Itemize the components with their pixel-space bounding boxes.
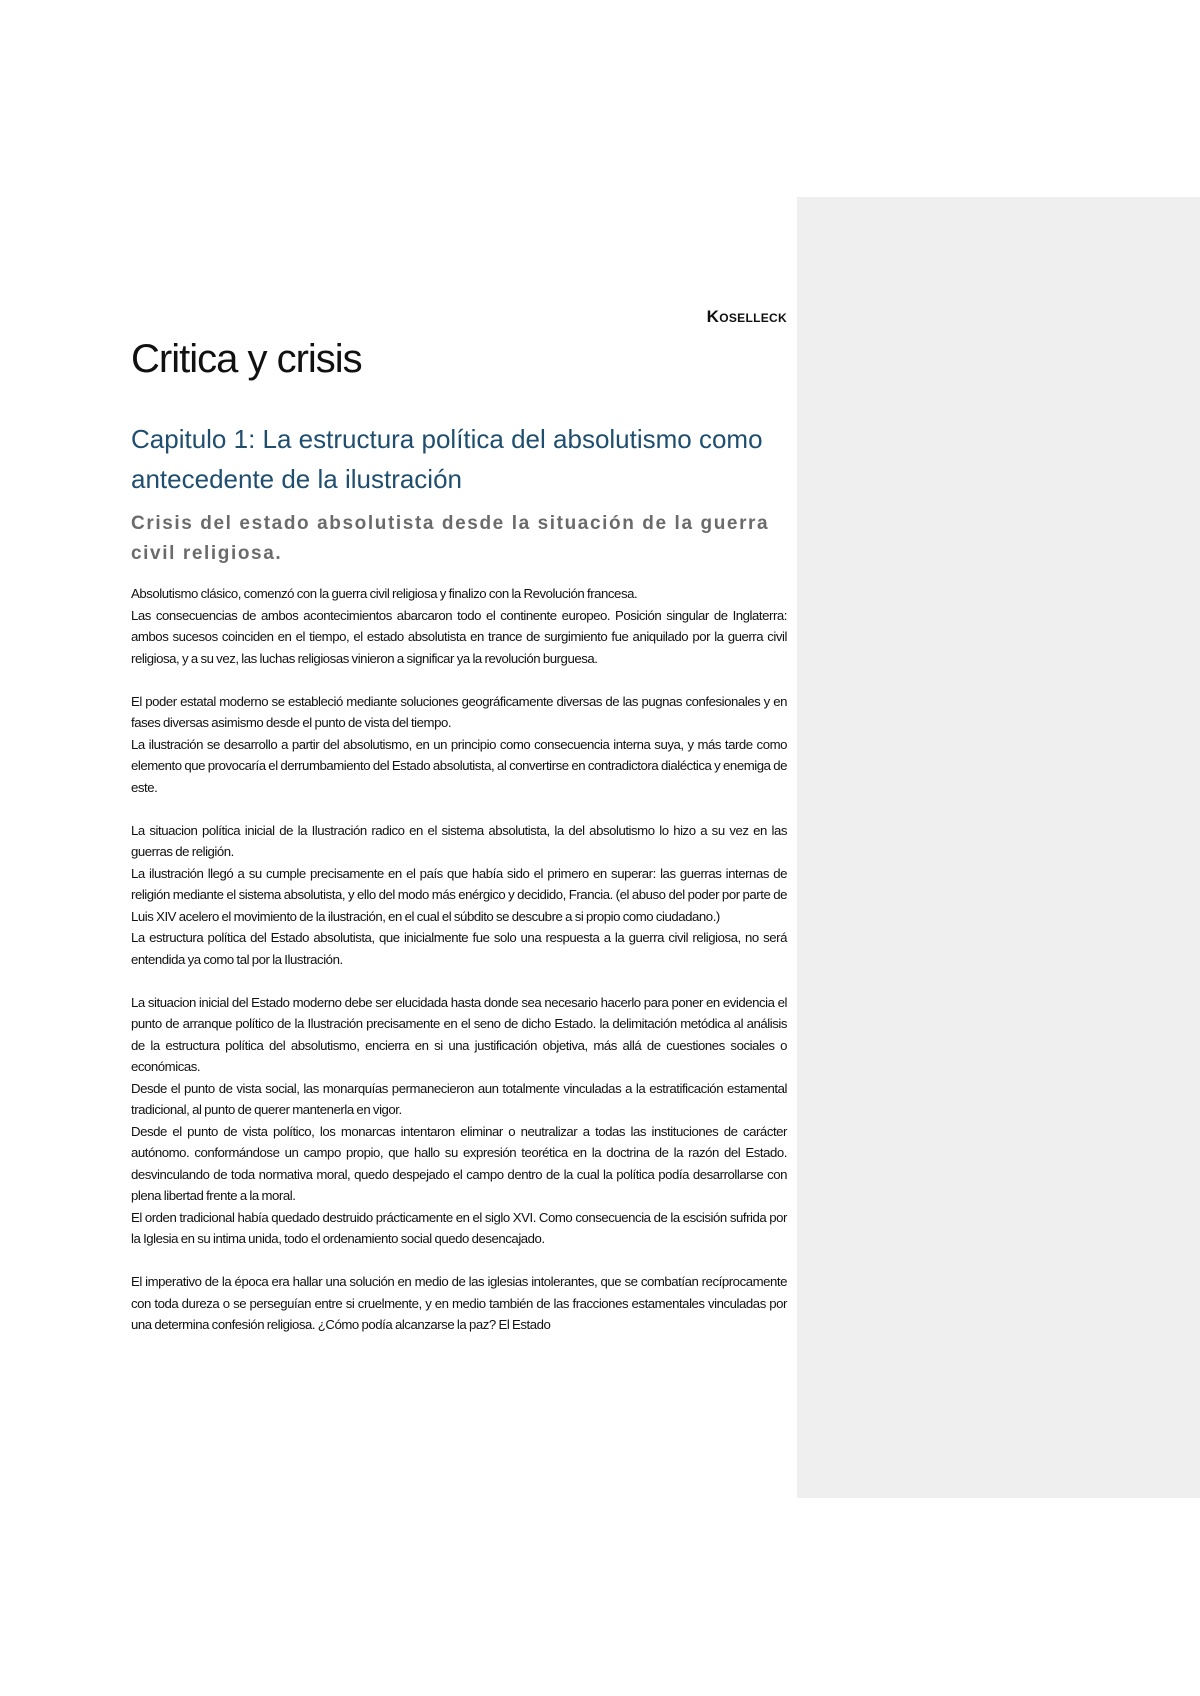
paragraph	[131, 691, 787, 799]
paragraph-line: Desde el punto de vista social, las monarquías permanecieron aun totalmente vinculadas a la estratificación estamental tradicional, al punto de querer mantenerla en vigor.	[131, 1080, 787, 1117]
paragraph	[131, 583, 787, 669]
document-title: Critica y crisis	[131, 337, 362, 381]
paragraph-line: La ilustración llegó a su cumple precisamente en el país que había sido el primero en superar: las guerras internas de religión mediante el sistema absolutista, y ello del modo más enérgico y decidido, Francia. (el abuso del poder por parte de Luis XIV acelero el movimiento de la ilustración, en el cual el súbdito se descubre a si propio como ciudadano.)	[131, 865, 787, 924]
chapter-heading: Capitulo 1: La estructura política del absolutismo como antecedente de la ilustración	[131, 424, 763, 494]
paragraph-line: Absolutismo clásico, comenzó con la guerra civil religiosa y finalizo con la Revolución francesa.	[131, 586, 638, 601]
body-text	[131, 583, 787, 1336]
author-name: Koselleck	[706, 307, 787, 326]
paragraph-line: El poder estatal moderno se estableció mediante soluciones geográficamente diversas de las pugnas confesionales y en fases diversas asimismo desde el punto de vista del tiempo.	[131, 693, 787, 730]
paragraph-line: La estructura política del Estado absolutista, que inicialmente fue solo una respuesta a la guerra civil religiosa, no será entendida ya como tal por la Ilustración.	[131, 930, 787, 967]
paragraph-line: Las consecuencias de ambos acontecimientos abarcaron todo el continente europeo. Posición singular de Inglaterra: ambos sucesos coinciden en el tiempo, el estado absolutista en trance de surgimiento fue aniquilado por la guerra civil religiosa, y a su vez, las luchas religiosas vinieron a significar ya la revolución burguesa.	[131, 607, 787, 666]
paragraph-line: La ilustración se desarrollo a partir del absolutismo, en un principio como consecuencia interna suya, y más tarde como elemento que provocaría el derrumbamiento del Estado absolutista, al convertirse en contradictora dialéctica y enemiga de este.	[131, 736, 787, 795]
paragraph-line: Desde el punto de vista político, los monarcas intentaron eliminar o neutralizar a todas las instituciones de carácter autónomo. conformándose un campo propio, que hallo su expresión teorética en la doctrina de la razón del Estado. desvinculando de toda normativa moral, quedo despejado el campo dentro de la cual la política podía desarrollarse con plena libertad frente a la moral.	[131, 1123, 787, 1203]
paragraph-line: La situacion inicial del Estado moderno debe ser elucidada hasta donde sea necesario hacerlo para poner en evidencia el punto de arranque político de la Ilustración precisamente en el seno de dicho Estado. la delimitación metódica al análisis de la estructura política del absolutismo, encierra en si una justificación objetiva, más allá de cuestiones sociales o económicas.	[131, 994, 787, 1074]
comments-margin-pane	[797, 197, 1200, 1498]
paragraph	[131, 992, 787, 1250]
paragraph	[131, 820, 787, 971]
paragraph-line: El imperativo de la época era hallar una solución en medio de las iglesias intolerantes, que se combatían recíprocamente con toda dureza o se perseguían entre si cruelmente, y en medio también de las fracciones estamentales vinculadas por una determina confesión religiosa. ¿Cómo podía alcanzarse la paz? El Estado	[131, 1274, 787, 1332]
paragraph-line: El orden tradicional había quedado destruido prácticamente en el siglo XVI. Como consecuencia de la escisión sufrida por la Iglesia en su intima unida, todo el ordenamiento social quedo desencajado.	[131, 1209, 787, 1246]
paragraph	[131, 1271, 787, 1336]
paragraph-line: La situacion política inicial de la Ilustración radico en el sistema absolutista, la del absolutismo lo hizo a su vez en las guerras de religión.	[131, 822, 787, 859]
section-subtitle: Crisis del estado absolutista desde la situación de la guerra civil religiosa.	[131, 513, 770, 564]
document-page	[131, 305, 787, 1357]
